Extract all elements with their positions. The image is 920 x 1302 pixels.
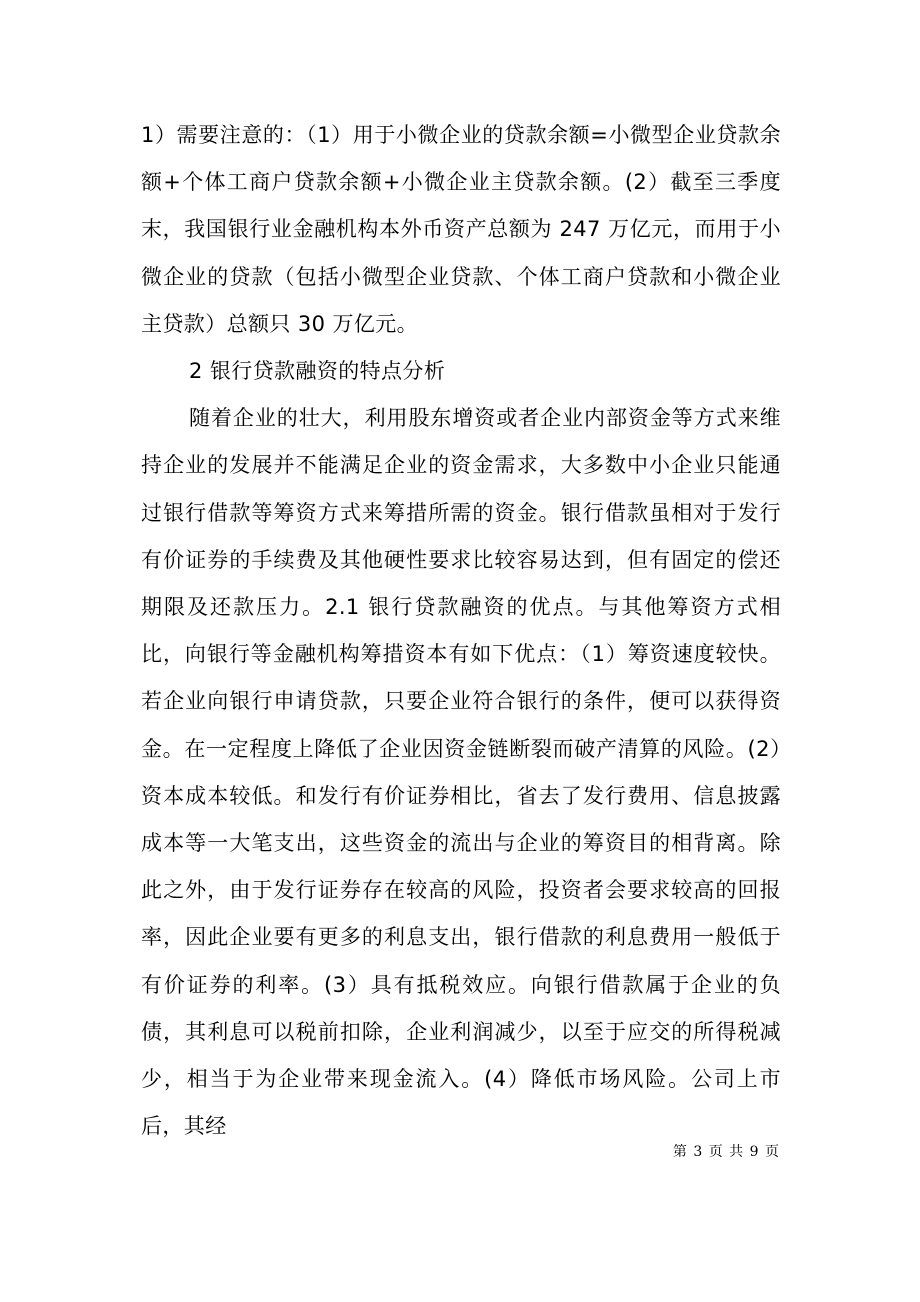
document-body [141, 112, 781, 1150]
page-number-footer: 第 3 页 共 9 页 [672, 1144, 780, 1160]
section-heading: 2 银行贷款融资的特点分析 [189, 359, 446, 384]
paragraph-analysis: 随着企业的壮大，利用股东增资或者企业内部资金等方式来维持企业的发展并不能满足企业的资金需求，大多数中小企业只能通过银行借款等筹资方式来筹措所需的资金。银行借款虽相对于发行有价证券的手续费及其他硬性要求比较容易达到，但有固定的偿还期限及还款压力。2.1 银行贷款融资的优点。与其他筹资方式相比，向银行等金融机构筹措资本有如下优点：（1）筹资速度较快。若企业向银行申请贷款，只要企业符合银行的条件，便可以获得资金。在一定程度上降低了企业因资金链断裂而破产清算的风险。(2）资本成本较低。和发行有价证券相比，省去了发行费用、信息披露成本等一大笔支出，这些资金的流出与企业的筹资目的相背离。除此之外，由于发行证券存在较高的风险，投资者会要求较高的回报率，因此企业要有更多的利息支出，银行借款的利息费用一般低于有价证券的利率。(3）具有抵税效应。向银行借款属于企业的负债，其利息可以税前扣除，企业利润减少，以至于应交的所得税减少，相当于为企业带来现金流入。(4）降低市场风险。公司上市后，其经 [141, 406, 781, 1139]
paragraph-note: 1）需要注意的：（1）用于小微企业的贷款余额=小微型企业贷款余额+个体工商户贷款余额+小微企业主贷款余额。(2）截至三季度末，我国银行业金融机构本外币资产总额为 247 万亿元，而用于小微企业的贷款（包括小微型企业贷款、个体工商户贷款和小微企业主贷款）总额只 30 万亿元。 [141, 123, 781, 336]
